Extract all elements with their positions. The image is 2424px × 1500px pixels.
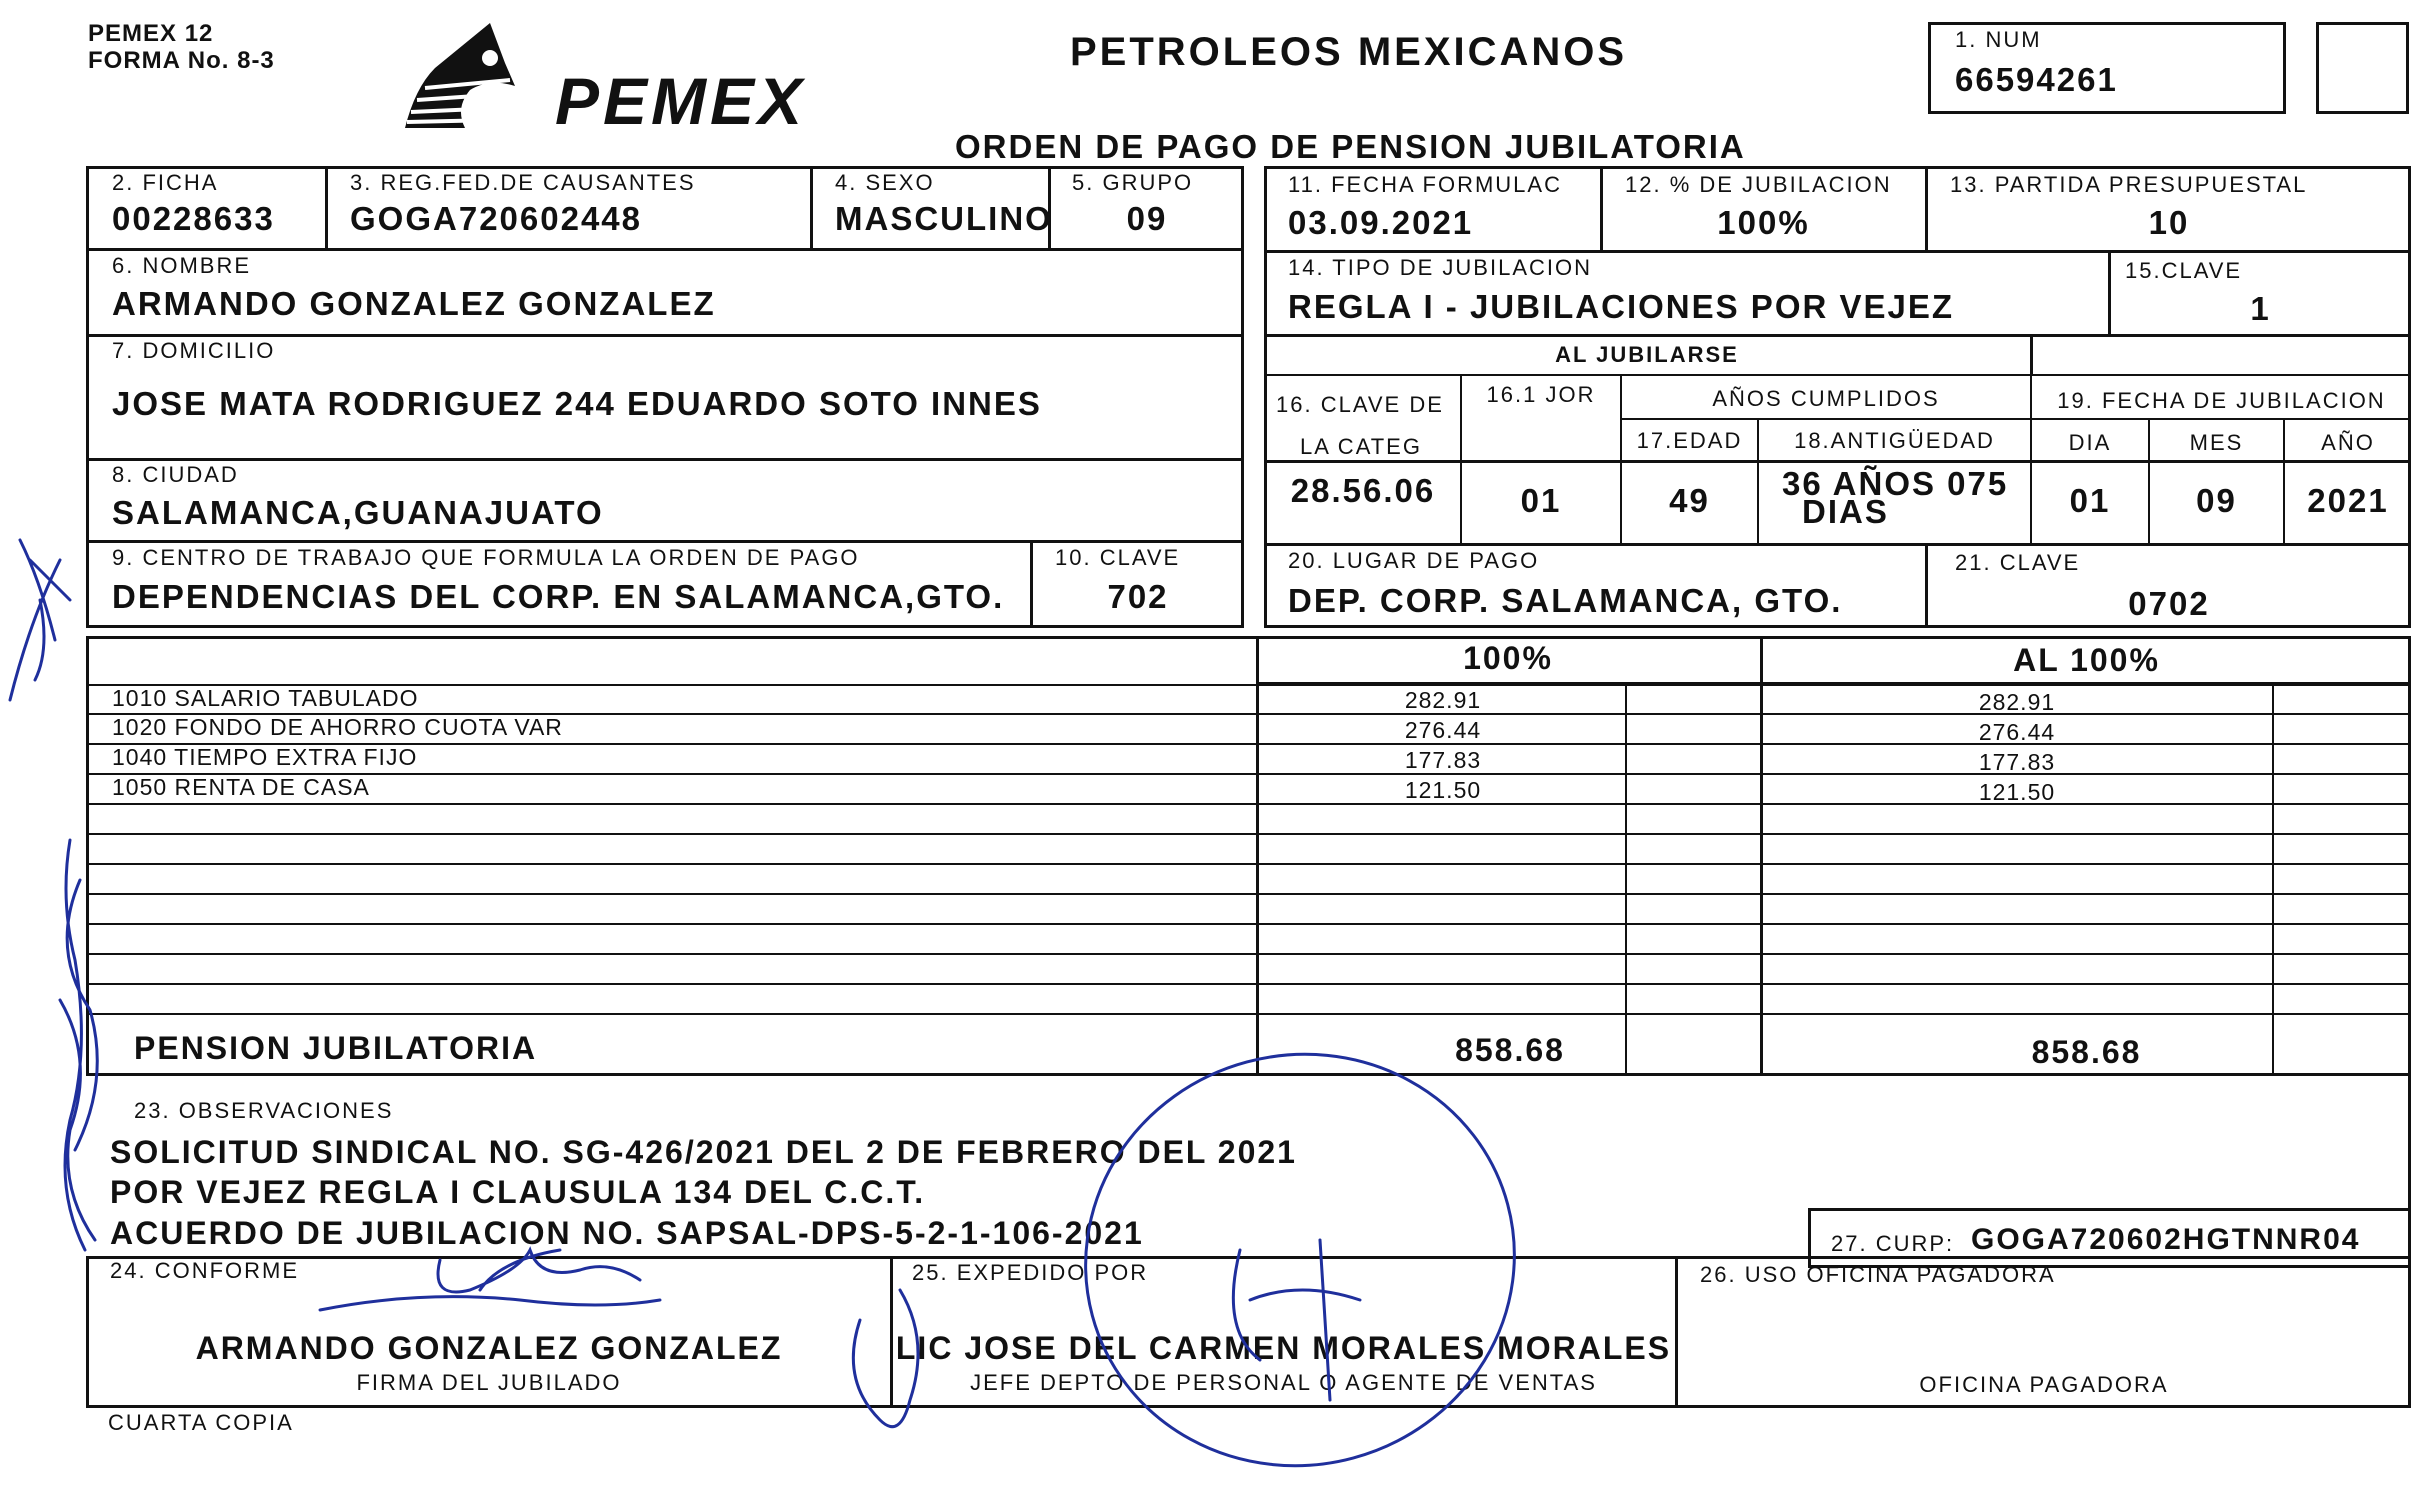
conforme-signature bbox=[320, 1250, 660, 1310]
ciudad-label: 8. CIUDAD bbox=[112, 462, 239, 487]
concept-row-1010-a: 282.91 bbox=[1404, 687, 1482, 713]
observaciones-label: 23. OBSERVACIONES bbox=[134, 1098, 394, 1123]
tipo-label: 14. TIPO DE JUBILACION bbox=[1288, 255, 1593, 280]
fecha-value: 03.09.2021 bbox=[1288, 204, 1474, 241]
margin-scribble-top bbox=[10, 540, 70, 700]
form-title: ORDEN DE PAGO DE PENSION JUBILATORIA bbox=[955, 128, 1746, 165]
antiguedad-line1: 36 AÑOS 075 bbox=[1782, 465, 2009, 502]
al-jubilarse-heading: AL JUBILARSE bbox=[1555, 342, 1739, 367]
clave15-value: 1 bbox=[2250, 290, 2271, 327]
concept-row-1050-b: 121.50 bbox=[1978, 779, 2056, 805]
sexo-value: MASCULINO bbox=[835, 200, 1053, 237]
mes-value: 09 bbox=[2196, 482, 2237, 519]
uso-oficina-label: 26. USO OFICINA PAGADORA bbox=[1700, 1262, 2056, 1287]
clave-cat-label-line2: LA CATEG bbox=[1300, 434, 1422, 459]
antiguedad-line2: DIAS bbox=[1802, 493, 1889, 530]
rfc-value: GOGA720602448 bbox=[350, 200, 643, 237]
edad-label: 17.EDAD bbox=[1636, 428, 1743, 453]
jor-value: 01 bbox=[1520, 482, 1562, 519]
expedido-signature bbox=[853, 1240, 1360, 1427]
clave10-label: 10. CLAVE bbox=[1055, 545, 1181, 570]
concept-row-1040-a: 177.83 bbox=[1404, 747, 1482, 773]
mes-label: MES bbox=[2189, 430, 2244, 455]
fecha-label: 11. FECHA FORMULAC bbox=[1288, 172, 1562, 197]
concept-row-1020-a: 276.44 bbox=[1404, 717, 1482, 743]
dia-label: DIA bbox=[2068, 430, 2112, 455]
ano-value: 2021 bbox=[2307, 482, 2389, 519]
pct-label: 12. % DE JUBILACION bbox=[1625, 172, 1892, 197]
col-100-header: 100% bbox=[1463, 640, 1553, 676]
clave15-label: 15.CLAVE bbox=[2125, 258, 2243, 283]
copy-label: CUARTA COPIA bbox=[108, 1410, 294, 1435]
company-name: PETROLEOS MEXICANOS bbox=[1070, 30, 1628, 74]
domicilio-label: 7. DOMICILIO bbox=[112, 338, 276, 363]
expedido-role: JEFE DEPTO DE PERSONAL O AGENTE DE VENTAS bbox=[970, 1370, 1597, 1395]
num-value: 66594261 bbox=[1955, 61, 2118, 98]
concept-row-1050-a: 121.50 bbox=[1404, 777, 1482, 803]
total-b: 858.68 bbox=[2031, 1034, 2142, 1070]
concept-row-1020-b: 276.44 bbox=[1978, 719, 2056, 745]
fecha-jubilacion-label: 19. FECHA DE JUBILACION bbox=[2057, 388, 2386, 413]
ciudad-value: SALAMANCA,GUANAJUATO bbox=[112, 494, 604, 531]
partida-label: 13. PARTIDA PRESUPUESTAL bbox=[1950, 172, 2308, 197]
clave21-value: 0702 bbox=[2128, 585, 2210, 622]
conforme-name: ARMANDO GONZALEZ GONZALEZ bbox=[195, 1330, 783, 1366]
pemex-logo-text: PEMEX bbox=[555, 64, 807, 138]
centro-label: 9. CENTRO DE TRABAJO QUE FORMULA LA ORDEN DE PAGO bbox=[112, 545, 860, 570]
pct-value: 100% bbox=[1717, 204, 1810, 241]
official-stamp-outline bbox=[1039, 1006, 1560, 1500]
form-code-line2: FORMA No. 8-3 bbox=[88, 47, 275, 74]
ficha-value: 00228633 bbox=[112, 200, 275, 237]
conforme-label: 24. CONFORME bbox=[110, 1258, 300, 1283]
lugar-label: 20. LUGAR DE PAGO bbox=[1288, 548, 1540, 573]
centro-value: DEPENDENCIAS DEL CORP. EN SALAMANCA,GTO. bbox=[112, 578, 1005, 615]
clave21-label: 21. CLAVE bbox=[1955, 550, 2081, 575]
conforme-role: FIRMA DEL JUBILADO bbox=[356, 1370, 622, 1395]
observaciones-line3: ACUERDO DE JUBILACION NO. SAPSAL-DPS-5-2-1-106-2021 bbox=[110, 1215, 1144, 1251]
observaciones-line1: SOLICITUD SINDICAL NO. SG-426/2021 DEL 2 DE FEBRERO DEL 2021 bbox=[110, 1134, 1297, 1170]
concept-row-1040: 1040 TIEMPO EXTRA FIJO bbox=[112, 744, 418, 770]
concept-row-1040-b: 177.83 bbox=[1978, 749, 2056, 775]
form-code-line1: PEMEX 12 bbox=[88, 20, 214, 47]
grupo-label: 5. GRUPO bbox=[1072, 170, 1194, 195]
num-label: 1. NUM bbox=[1955, 27, 2042, 52]
antiguedad-label: 18.ANTIGÜEDAD bbox=[1794, 428, 1995, 453]
dia-value: 01 bbox=[2069, 482, 2111, 519]
lugar-value: DEP. CORP. SALAMANCA, GTO. bbox=[1288, 582, 1843, 619]
domicilio-value: JOSE MATA RODRIGUEZ 244 EDUARDO SOTO INNES bbox=[112, 385, 1042, 422]
ficha-label: 2. FICHA bbox=[112, 170, 219, 195]
rfc-label: 3. REG.FED.DE CAUSANTES bbox=[350, 170, 696, 195]
total-label: PENSION JUBILATORIA bbox=[134, 1030, 538, 1066]
edad-value: 49 bbox=[1669, 482, 1710, 519]
expedido-name: LIC JOSE DEL CARMEN MORALES MORALES bbox=[895, 1330, 1672, 1366]
oficina-pagadora-label: OFICINA PAGADORA bbox=[1919, 1372, 2169, 1397]
concept-row-1020: 1020 FONDO DE AHORRO CUOTA VAR bbox=[112, 714, 563, 740]
grupo-value: 09 bbox=[1126, 200, 1168, 237]
ano-label: AÑO bbox=[2321, 430, 2375, 455]
observaciones-line2: POR VEJEZ REGLA I CLAUSULA 134 DEL C.C.T. bbox=[110, 1174, 926, 1210]
total-a: 858.68 bbox=[1455, 1032, 1565, 1068]
nombre-value: ARMANDO GONZALEZ GONZALEZ bbox=[112, 285, 716, 322]
clave-cat-label-line1: 16. CLAVE DE bbox=[1276, 392, 1444, 417]
concept-row-1010-b: 282.91 bbox=[1978, 689, 2056, 715]
curp-label: 27. CURP: bbox=[1831, 1231, 1955, 1256]
jor-label: 16.1 JOR bbox=[1486, 382, 1596, 407]
partida-value: 10 bbox=[2148, 204, 2190, 241]
anos-cumplidos-label: AÑOS CUMPLIDOS bbox=[1712, 386, 1940, 411]
concept-row-1050: 1050 RENTA DE CASA bbox=[112, 774, 370, 800]
sexo-label: 4. SEXO bbox=[835, 170, 935, 195]
expedido-label: 25. EXPEDIDO POR bbox=[912, 1260, 1149, 1285]
clave10-value: 702 bbox=[1107, 578, 1169, 615]
curp-value: GOGA720602HGTNNR04 bbox=[1971, 1223, 2361, 1256]
concept-row-1010: 1010 SALARIO TABULADO bbox=[112, 685, 419, 711]
margin-scribble-left bbox=[60, 840, 97, 1250]
tipo-value: REGLA I - JUBILACIONES POR VEJEZ bbox=[1288, 288, 1955, 325]
col-al-100-header: AL 100% bbox=[2013, 642, 2160, 678]
clave-cat-value: 28.56.06 bbox=[1290, 472, 1436, 509]
nombre-label: 6. NOMBRE bbox=[112, 253, 252, 278]
